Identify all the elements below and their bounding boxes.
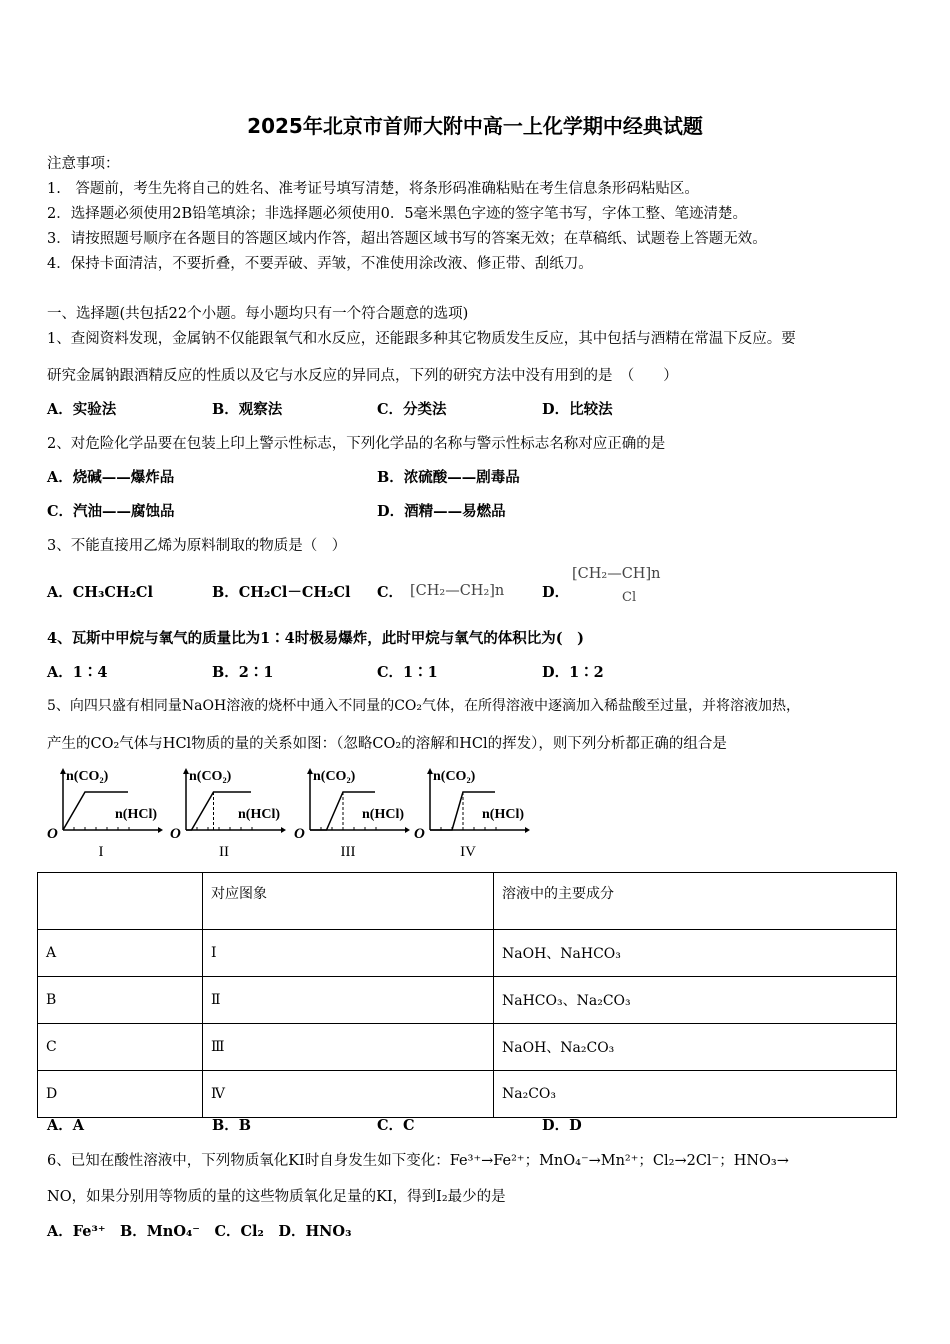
table-cell: D: [38, 1071, 203, 1118]
q5-option-c: C．C: [377, 1117, 415, 1134]
q4-option-c: C．1∶1: [377, 664, 438, 681]
table-header: 对应图象: [203, 873, 494, 930]
q5-option-a: A．A: [47, 1117, 85, 1134]
table-cell: Ⅳ: [203, 1071, 494, 1118]
q5-option-d: D．D: [542, 1117, 582, 1134]
q3-option-a: A．CH₃CH₂Cl: [47, 584, 153, 601]
table-cell: NaHCO₃、Na₂CO₃: [494, 977, 897, 1024]
table-row: [38, 1071, 897, 1118]
y-axis-label: n(CO₂): [313, 769, 356, 784]
note-item: 2．选择题必须使用2B铅笔填涂；非选择题必须使用0．5毫米黑色字迹的签字笔书写，字体工整、笔迹清楚。: [47, 206, 748, 222]
q6-options: A．Fe³⁺ B．MnO₄⁻ C．Cl₂ D．HNO₃: [47, 1223, 352, 1240]
graph-IV: [412, 762, 532, 862]
question-6-stem: NO，如果分别用等物质的量的这些物质氧化足量的KI，得到I₂最少的是: [47, 1189, 506, 1205]
table-cell: Ⅲ: [203, 1024, 494, 1071]
origin-label: O: [170, 826, 181, 842]
x-arrow-icon: [158, 827, 163, 833]
question-1-stem: 研究金属钠跟酒精反应的性质以及它与水反应的异同点，下列的研究方法中没有用到的是 （ ）: [47, 368, 678, 384]
table-row: [38, 1024, 897, 1071]
y-axis-label: n(CO₂): [189, 769, 232, 784]
origin-label: O: [294, 826, 305, 842]
x-arrow-icon: [281, 827, 286, 833]
origin-label: O: [47, 826, 58, 842]
table-row: [38, 930, 897, 977]
table-row: [38, 977, 897, 1024]
question-5-stem: 产生的CO₂气体与HCl物质的量的关系如图：（忽略CO₂的溶解和HCl的挥发），则下列分析都正确的组合是: [47, 736, 727, 752]
q1-option-d: D．比较法: [542, 401, 613, 418]
y-axis-label: n(CO₂): [66, 769, 109, 784]
x-axis-label: n(HCl): [482, 807, 524, 822]
table-header-row: [38, 873, 897, 930]
q1-option-a: A．实验法: [47, 401, 117, 418]
q2-option-b: B．浓硫酸——剧毒品: [377, 469, 520, 486]
graph-label: II: [219, 844, 229, 860]
q2-option-d: D．酒精——易燃品: [377, 503, 506, 520]
x-arrow-icon: [405, 827, 410, 833]
notes-heading: 注意事项：: [47, 156, 120, 172]
note-item: 1. 答题前，考生先将自己的姓名、准考证号填写清楚，将条形码准确粘贴在考生信息条形码粘贴区。: [47, 181, 699, 197]
page-title: 2025年北京市首师大附中高一上化学期中经典试题: [247, 114, 703, 138]
graph-label: I: [98, 844, 104, 860]
graph-label: IV: [460, 844, 476, 860]
q4-option-d: D．1∶2: [542, 664, 604, 681]
origin-label: O: [414, 826, 425, 842]
pvc-chlorine: Cl: [622, 590, 637, 605]
table-header: [38, 873, 203, 930]
table-cell: A: [38, 930, 203, 977]
q4-option-b: B．2∶1: [212, 664, 274, 681]
q5-option-b: B．B: [212, 1117, 252, 1134]
question-4-stem: 4、瓦斯中甲烷与氧气的质量比为1∶4时极易爆炸，此时甲烷与氧气的体积比为( ): [47, 630, 584, 647]
graph-III: [292, 762, 412, 862]
table-header: 溶液中的主要成分: [494, 873, 897, 930]
table-cell: NaOH、Na₂CO₃: [494, 1024, 897, 1071]
y-axis-label: n(CO₂): [433, 769, 476, 784]
graph-label: III: [340, 844, 356, 860]
pvc-formula: [CH₂—CH]n: [572, 566, 661, 582]
q2-option-c: C．汽油——腐蚀品: [47, 503, 175, 520]
x-axis-label: n(HCl): [238, 807, 280, 822]
table-cell: B: [38, 977, 203, 1024]
x-axis-label: n(HCl): [362, 807, 404, 822]
table-cell: NaOH、NaHCO₃: [494, 930, 897, 977]
note-item: 3．请按照题号顺序在各题目的答题区域内作答，超出答题区域书写的答案无效；在草稿纸、试题卷上答题无效。: [47, 231, 767, 247]
table-cell: Ⅰ: [203, 930, 494, 977]
graph-II: [168, 762, 288, 862]
table-cell: C: [38, 1024, 203, 1071]
note-item: 4．保持卡面清洁，不要折叠，不要弄破、弄皱，不准使用涂改液、修正带、刮纸刀。: [47, 256, 593, 272]
table-cell: Ⅱ: [203, 977, 494, 1024]
q3-option-c: C．: [377, 584, 404, 601]
section-heading: 一、选择题(共包括22个小题。每小题均只有一个符合题意的选项): [47, 306, 469, 322]
question-5-stem: 5、向四只盛有相同量NaOH溶液的烧杯中通入不同量的CO₂气体，在所得溶液中逐滴加入稀盐酸至过量，并将溶液加热，: [47, 698, 800, 714]
q1-option-b: B．观察法: [212, 401, 283, 418]
q3-option-b: B．CH₂Cl－CH₂Cl: [212, 584, 351, 601]
graph-I: [45, 762, 165, 862]
x-arrow-icon: [525, 827, 530, 833]
q2-option-a: A．烧碱——爆炸品: [47, 469, 175, 486]
table-cell: Na₂CO₃: [494, 1071, 897, 1118]
q1-option-c: C．分类法: [377, 401, 447, 418]
answer-table: [37, 872, 897, 1118]
q3-option-d: D．: [542, 584, 570, 601]
x-axis-label: n(HCl): [115, 807, 157, 822]
question-3-stem: 3、不能直接用乙烯为原料制取的物质是（ ）: [47, 538, 347, 554]
question-1-stem: 1、查阅资料发现，金属钠不仅能跟氧气和水反应，还能跟多种其它物质发生反应，其中包括与酒精在常温下反应。要: [47, 331, 796, 347]
question-6-stem: 6、已知在酸性溶液中，下列物质氧化KI时自身发生如下变化：Fe³⁺→Fe²⁺；MnO₄⁻→Mn²⁺；Cl₂→2Cl⁻；HNO₃→: [47, 1153, 789, 1169]
polyethylene-formula: [CH₂—CH₂]n: [410, 583, 505, 599]
q4-option-a: A．1∶4: [47, 664, 108, 681]
question-2-stem: 2、对危险化学品要在包装上印上警示性标志，下列化学品的名称与警示性标志名称对应正确的是: [47, 436, 666, 452]
